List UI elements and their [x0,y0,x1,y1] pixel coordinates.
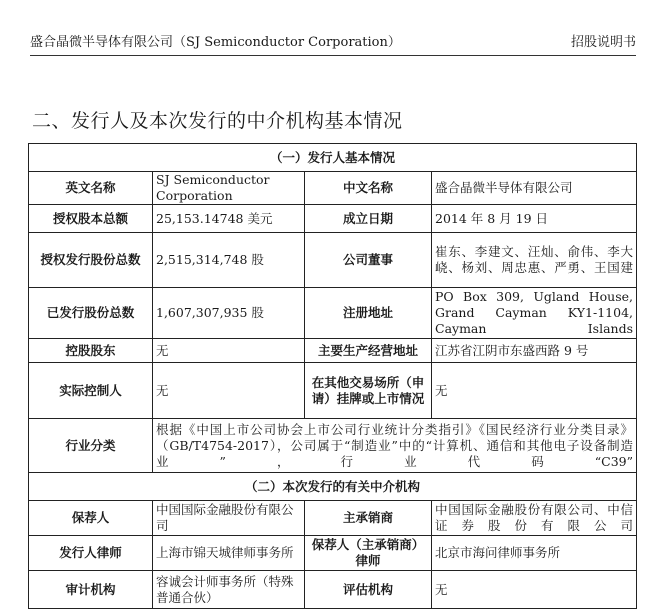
table-row [29,501,637,536]
controlling-shareholder-label: 控股股东 [29,339,153,363]
table-row [29,233,637,288]
underwriter-value: 中国国际金融股份有限公司、中信证券股份有限公司 [432,501,637,536]
other-listing-label: 在其他交易场所（申请）挂牌或上市情况 [305,363,432,419]
header-company: 盛合晶微半导体有限公司（SJ Semiconductor Corporation） [30,35,401,50]
industry-label: 行业分类 [29,419,153,473]
issued-shares-label: 已发行股份总数 [29,288,153,339]
table-row [29,536,637,571]
industry-value: 根据《中国上市公司协会上市公司行业统计分类指引》《国民经济行业分类目录》（GB/T4754-2017），公司属于“制造业”中的“计算机、通信和其他电子设备制造业”，行业代码“C39” [153,419,637,473]
chinese-name-label: 中文名称 [305,172,432,205]
sponsor-lawyer-value: 北京市海问律师事务所 [432,536,637,571]
registered-address-label: 注册地址 [305,288,432,339]
authorized-shares-value: 2,515,314,748 股 [153,233,305,288]
sponsor-label: 保荐人 [29,501,153,536]
table-row [29,363,637,419]
other-listing-value: 无 [432,363,637,419]
auditor-value: 容诚会计师事务所（特殊普通合伙） [153,571,305,609]
main-address-label: 主要生产经营地址 [305,339,432,363]
directors-label: 公司董事 [305,233,432,288]
established-date-value: 2014 年 8 月 19 日 [432,205,637,233]
actual-controller-label: 实际控制人 [29,363,153,419]
table-row [29,205,637,233]
intermediaries-heading: （二）本次发行的有关中介机构 [29,473,637,501]
table-row [29,419,637,473]
header-doc-type: 招股说明书 [570,35,636,50]
english-name-value: SJ Semiconductor Corporation [153,172,305,205]
authorized-shares-label: 授权发行股份总数 [29,233,153,288]
main-address-value: 江苏省江阴市东盛西路 9 号 [432,339,637,363]
table-row [29,339,637,363]
directors-value: 崔东、李建文、汪灿、俞伟、李大峣、杨刘、周忠惠、严勇、王国建 [432,233,637,288]
underwriter-label: 主承销商 [305,501,432,536]
table-row [29,571,637,609]
authorized-capital-label: 授权股本总额 [29,205,153,233]
sponsor-lawyer-label: 保荐人（主承销商）律师 [305,536,432,571]
page-header [30,34,636,52]
sponsor-value: 中国国际金融股份有限公司 [153,501,305,536]
actual-controller-value: 无 [153,363,305,419]
controlling-shareholder-value: 无 [153,339,305,363]
table-row [29,473,637,501]
info-table [28,143,637,609]
issuer-lawyer-label: 发行人律师 [29,536,153,571]
appraiser-value: 无 [432,571,637,609]
chinese-name-value: 盛合晶微半导体有限公司 [432,172,637,205]
registered-address-value: PO Box 309, Ugland House, Grand Cayman KY1-1104, Cayman Islands [432,288,637,339]
section-title: 二、发行人及本次发行的中介机构基本情况 [32,110,403,132]
header-divider [30,55,636,56]
appraiser-label: 评估机构 [305,571,432,609]
table-row [29,288,637,339]
auditor-label: 审计机构 [29,571,153,609]
table-row [29,144,637,172]
issued-shares-value: 1,607,307,935 股 [153,288,305,339]
issuer-info-heading: （一）发行人基本情况 [29,144,637,172]
issuer-lawyer-value: 上海市锦天城律师事务所 [153,536,305,571]
table-row [29,172,637,205]
authorized-capital-value: 25,153.14748 美元 [153,205,305,233]
established-date-label: 成立日期 [305,205,432,233]
english-name-label: 英文名称 [29,172,153,205]
